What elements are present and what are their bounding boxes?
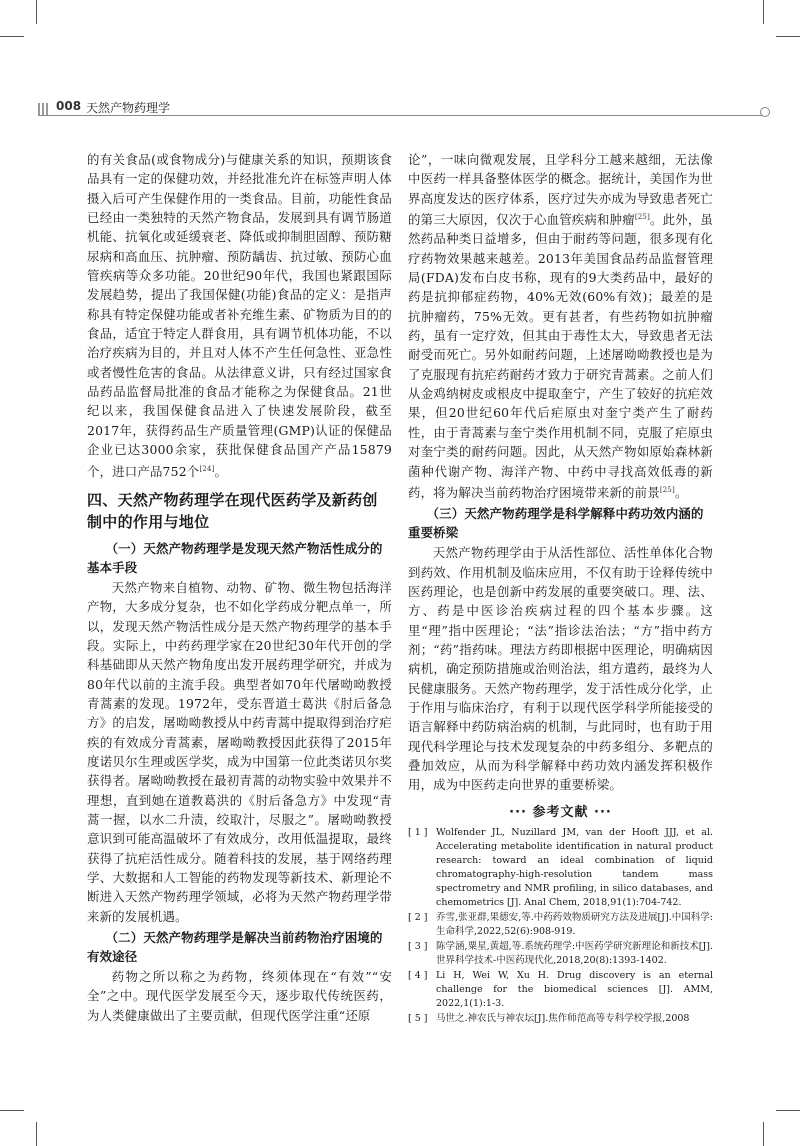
reference-item: [ 1 ] Wolfender JL, Nuzillard JM, van der Hooft JJJ, et al. Accelerating metabolite identification in natural product research: toward an ideal combination of liquid chromatography-high-resolution tandem mass spectrometry and NMR profiling, in silico databases, and chemometrics [J]. Anal Chem, 2018,91(1):704-742. [408,826,713,908]
crop-mark-bottom-left-v [36,1122,37,1146]
reference-item: [ 5 ] 马世之.神农氏与神农坛[J].焦作师范高等专科学校学报,2008 [408,1012,690,1024]
paragraph-functional-food: 的有关食品(或食物成分)与健康关系的知识，预期该食品具有一定的保健功效，并经批准允许在标签声明人体摄入后可产生保健作用的一类食品。目前，功能性食品已经由一类独特的天然产物食品，发展到具有调节肠道机能、抗氧化或延缓衰老、降低或抑制胆固醇、预防糖尿病和高血压、抗肿瘤、预防龋齿、抗过敏、预防心血管疾病等众多功能。20世纪90年代，我国也紧跟国际发展趋势，提出了我国保健(功能)食品的定义：是指声称具有特定保健功能或者补充维生素、矿物质为目的的食品，适宜于特定人群食用，具有调节机体功能，不以治疗疾病为目的，并且对人体不产生任何急性、亚急性或者慢性危害的食品。从法律意义讲，只有经过国家食品药品监督局批准的食品才能称之为保健食品。21世纪以来，我国保健食品进入了快速发展阶段，截至2017年，获得药品生产质量管理(GMP)认证的保健品企业已达3000余家，获批保健食品国产产品15879个，进口产品752个[24]。 [87,152,392,479]
crop-mark-bottom-right-h [776,1110,800,1111]
header-rule-end-dot [760,107,770,117]
crop-mark-top-right-h [776,36,800,37]
crop-mark-bottom-right-v [763,1122,764,1146]
citation-ref: [25] [634,213,650,222]
reference-item: [ 2 ] 乔雪,张亚群,果德安,等.中药药效物质研究方法及进展[J].中国科学:生命科学,2022,52(6):908-919. [408,911,713,937]
header-bars-decoration [38,100,50,119]
crop-mark-top-right-v [763,0,764,24]
references-list [408,826,713,1026]
crop-mark-top-left-h [0,36,24,37]
left-column [87,150,392,1025]
references-heading: ··· 参考文献 ··· [509,804,612,820]
citation-ref: [24] [199,464,215,473]
subsection-1-heading: （一）天然产物药理学是发现天然产物活性成分的基本手段 [87,540,383,575]
paragraph-drug-dilemma-cont: 论”，一味向微观发展，且学科分工越来越细，无法像中医药一样具备整体医学的概念。据统计，美国作为世界高度发达的医疗体系，医疗过失亦成为导致患者死亡的第三大原因，仅次于心血管疾病和肿瘤[25]。此外，虽然药品种类日益增多，但由于耐药等问题，很多现有化疗药物效果越来越差。2013年美国食品药品监督管理局(FDA)发布白皮书称，现有的9大类药品中，最好的药是抗抑郁症药物，40%无效(60%有效)；最差的是抗肿瘤药，75%无效。更有甚者，有些药物如抗肿瘤药，虽有一定疗效，但其由于毒性太大，导致患者无法耐受而死亡。另外如耐药问题，上述屠呦呦教授也是为了克服现有抗疟药耐药才致力于研究青蒿素。之前人们从金鸡纳树皮或根皮中提取奎宁，产生了较好的抗疟效果，但20世纪60年代后疟原虫对奎宁类产生了耐药性，由于青蒿素与奎宁类作用机制不同，克服了疟原虫对奎宁类的耐药问题。因此，从天然产物如原始森林新菌种代谢产物、海洋产物、中药中寻找高效低毒的新药，将为解决当前药物治疗困境带来新的前景[25]。 [408,152,714,500]
paragraph-drug-dilemma-start: 药物之所以称之为药物，终须体现在“有效”“安全”之中。现代医学发展至今天，逐步取代传统医药，为人类健康做出了主要贡献，但现代医学注重“还原 [87,969,392,1023]
subsection-2-heading: （二）天然产物药理学是解决当前药物治疗困境的有效途径 [87,930,383,965]
paragraph-active-components: 天然产物来自植物、动物、矿物、微生物包括海洋产物，大多成分复杂，也不如化学药成分靶点单一，所以，发现天然产物活性成分是天然产物药理学的基本手段。实际上，中药药理学家在20世纪30年代开创的学科基础即从天然产物角度出发开展药理学研究，并成为80年代以前的主流手段。典型者如70年代屠呦呦教授青蒿素的发现。1972年，受东晋道士葛洪《肘后备急方》的启发，屠呦呦教授从中药青蒿中提取得到治疗疟疾的有效成分青蒿素，屠呦呦教授因此获得了2015年度诺贝尔生理或医学奖，成为中国第一位此类诺贝尔奖获得者。屠呦呦教授在最初青蒿的动物实验中效果并不理想，直到她在道教葛洪的《肘后备急方》中发现“青蒿一握，以水二升渍，绞取汁，尽服之”。屠呦呦教授意识到可能高温破坏了有效成分，改用低温提取，最终获得了抗疟活性成分。随着科技的发展，基于网络药理学、大数据和人工智能的药物发现等新技术、新理论不断进入天然产物药理学领域，必将为天然产物药理学带来新的发展机遇。 [87,579,392,924]
reference-item: [ 3 ] 陈学涵,粟星,黄超,等.系统药理学:中医药学研究新理论和新技术[J].世界科学技术-中医药现代化,2018,20(8):1393-1402. [408,940,713,966]
citation-ref: [25] [659,485,675,494]
crop-mark-top-left-v [36,0,37,24]
paragraph-bridge: 天然产物药理学由于从活性部位、活性单体化合物到药效、作用机制及临床应用，不仅有助于诠释传统中医药理论，也是创新中药发展的重要突破口。理、法、方、药是中医诊治疾病过程的四个基本步骤。这里“理”指中医理论；“法”指诊法治法；“方”指中药方剂；“药”指药味。理法方药即根据中医理论，明确病因病机，确定预防措施或治则治法，组方遣药，最终为人民健康服务。天然产物药理学，发于活性成分化学，止于作用与临床治疗，有利于以现代医学科学所能接受的语言解释中药防病治病的机制，与此同时，也有助于用现代科学理论与技术发现复杂的中药多组分、多靶点的叠加效应，从而为科学解释中药功效内涵发挥积极作用，成为中医药走向世界的重要桥梁。 [408,545,713,793]
section-4-heading: 四、天然产物药理学在现代医药学及新药创制中的作用与地位 [87,490,378,531]
reference-item: [ 4 ] Li H, Wei W, Xu H. Drug discovery is an eternal challenge for the biomedical sciences [J]. AMM, 2022,1(1):1-3. [408,969,713,1009]
running-title: 天然产物药理学 [86,101,171,115]
subsection-3-heading: （三）天然产物药理学是科学解释中药功效内涵的重要桥梁 [408,506,704,541]
page-number: 008 [56,99,82,113]
header-rule [38,115,764,116]
running-header [0,96,800,118]
crop-mark-bottom-left-h [0,1110,24,1111]
right-column [408,150,713,1027]
